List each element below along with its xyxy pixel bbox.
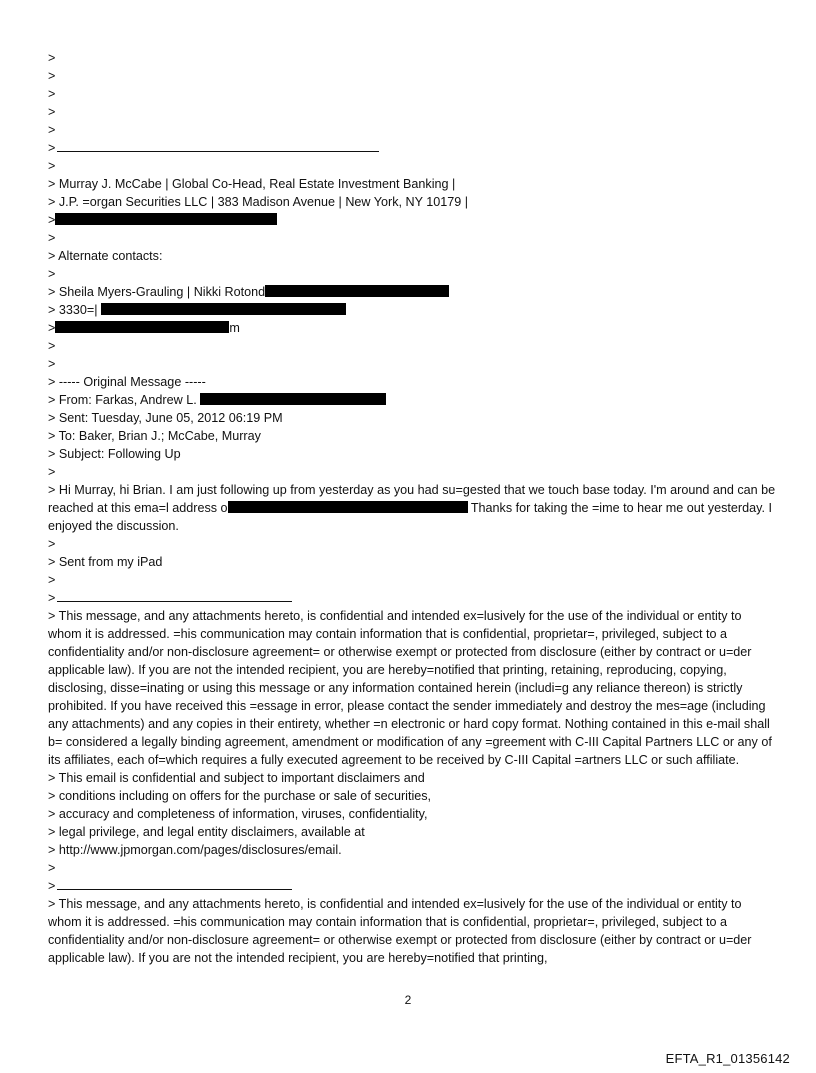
separator-rule: [57, 878, 292, 890]
quote-line: >: [48, 87, 56, 101]
redaction-block: [228, 501, 468, 513]
redaction-block: [200, 393, 386, 405]
subject-line: > Subject: Following Up: [48, 447, 181, 461]
quote-line: >: [48, 159, 56, 173]
from-line: [48, 391, 778, 409]
quote-marker: >: [48, 321, 56, 335]
quote-line: >: [48, 573, 56, 587]
document-id: EFTA_R1_01356142: [665, 1051, 790, 1066]
quote-marker: >: [48, 141, 56, 155]
confidentiality-disclaimer: > This message, and any attachments hereto, is confidential and intended ex=lusively for the use of the individual or entity to whom it is addressed. =his communication may contain information that is confidential, proprietar=, privileged, subject to a confidentiality and/or non-disclosure agreement= or otherwise exempt or protected from disclosure (either by contract or u=der applicable law). If you are not the intended recipient, you are hereby=notified that printing, retaining, reproducing, copying, disclosing, disse=inating or using this message or any information contained herein (includi=g any reliance thereon) is strictly prohibited. If you have received this =essage in error, please contact the sender immediately and destroy the mes=age (including any attachments) and any copies in their entirety, whether =n electronic or hard copy format. Nothing contained in this e-mail shall b= considered a legally binding agreement, amendment or modification of any =greement with C-III Capital Partners LLC or any of its affiliates, each of=which requires a fully executed agreement to be received by C-III Capital =artners LLC or such affiliate.: [48, 609, 772, 767]
contact-email-line: [48, 319, 778, 337]
separator-line: [48, 589, 778, 607]
separator-rule: [57, 140, 379, 152]
separator-line: [48, 139, 778, 157]
extension-text: > 3330=|: [48, 303, 98, 317]
separator-rule: [57, 590, 292, 602]
sent-line: > Sent: Tuesday, June 05, 2012 06:19 PM: [48, 411, 283, 425]
contacts-line: [48, 283, 778, 301]
quote-line: >: [48, 123, 56, 137]
jpm-disclaimer-line: > conditions including on offers for the purchase or sale of securities,: [48, 789, 432, 803]
quote-line: >: [48, 357, 56, 371]
redaction-block: [55, 321, 229, 333]
quote-line: >: [48, 51, 56, 65]
quote-line: >: [48, 339, 56, 353]
jpm-disclaimer-line: > legal privilege, and legal entity disclaimers, available at: [48, 825, 365, 839]
quote-line: >: [48, 465, 56, 479]
quote-line: >: [48, 537, 56, 551]
message-body: [48, 481, 778, 535]
extension-line: [48, 301, 778, 319]
signature-phone-line: [48, 211, 778, 229]
original-message-header: > ----- Original Message -----: [48, 375, 206, 389]
quote-line: >: [48, 69, 56, 83]
redaction-block: [101, 303, 346, 315]
quote-marker: >: [48, 213, 56, 227]
quote-line: >: [48, 231, 56, 245]
quote-line: >: [48, 861, 56, 875]
page-number: 2: [404, 993, 412, 1007]
jpm-disclaimer-link: > http://www.jpmorgan.com/pages/disclosures/email.: [48, 843, 342, 857]
redaction-block: [265, 285, 449, 297]
email-suffix: m: [229, 321, 240, 335]
confidentiality-disclaimer-repeat: > This message, and any attachments hereto, is confidential and intended ex=lusively for the use of the individual or entity to whom it is addressed. =his communication may contain information that is confidential, proprietar=, privileged, subject to a confidentiality and/or non-disclosure agreement= or otherwise exempt or protected from disclosure (either by contract or u=der applicable law). If you are not the intended recipient, you are hereby=notified that printing,: [48, 897, 752, 965]
contacts-text: > Sheila Myers-Grauling | Nikki Rotond: [48, 285, 266, 299]
quote-line: >: [48, 105, 56, 119]
from-text: > From: Farkas, Andrew L.: [48, 393, 197, 407]
quote-line: >: [48, 267, 56, 281]
signature-firm-line: > J.P. =organ Securities LLC | 383 Madison Avenue | New York, NY 10179 |: [48, 195, 469, 209]
signature-name-line: > Murray J. McCabe | Global Co-Head, Real Estate Investment Banking |: [48, 177, 456, 191]
message-body-end: Thanks for taking the =ime to hear me out yesterday. I enjoyed the discussion.: [48, 501, 772, 533]
message-body-start: > Hi Murray, hi Brian. I am just following up from yesterday as you had su=gested that we touch base today. I'm around and can be reached at this ema=l address o: [48, 483, 776, 515]
email-document: [48, 49, 778, 967]
quote-marker: >: [48, 591, 56, 605]
quote-marker: >: [48, 879, 56, 893]
alternate-contacts-label: > Alternate contacts:: [48, 249, 163, 263]
jpm-disclaimer-line: > This email is confidential and subject to important disclaimers and: [48, 771, 425, 785]
to-line: > To: Baker, Brian J.; McCabe, Murray: [48, 429, 261, 443]
separator-line: [48, 877, 778, 895]
sent-from-line: > Sent from my iPad: [48, 555, 163, 569]
jpm-disclaimer-line: > accuracy and completeness of information, viruses, confidentiality,: [48, 807, 428, 821]
redaction-block: [55, 213, 277, 225]
